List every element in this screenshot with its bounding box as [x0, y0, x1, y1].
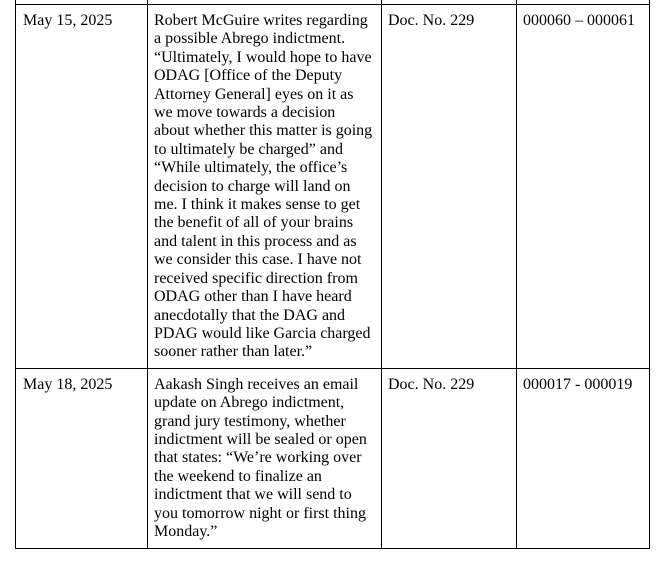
description-line: we move towards a decision — [154, 104, 336, 122]
description-line: “While ultimately, the office’s — [154, 159, 348, 177]
document-table-wrapper — [15, 0, 649, 549]
description-line: PDAG would like Garcia charged — [154, 324, 371, 342]
description-line: ODAG [Office of the Deputy — [154, 67, 343, 85]
description-line: that states: “We’re working over — [154, 449, 362, 467]
description-line: the benefit of all of your brains — [154, 214, 354, 232]
description-line: Attorney General] eyes on it as — [154, 85, 354, 103]
description-line: you tomorrow night or first thing — [154, 504, 366, 522]
description-line: indictment that we will send to — [154, 486, 352, 504]
description-line: me. I think it makes sense to get — [154, 196, 361, 214]
description-line: indictment will be sealed or open — [154, 430, 367, 448]
bates-range-cell: 000060 – 000061 — [517, 5, 650, 369]
description-line: update on Abrego indictment, — [154, 394, 345, 412]
doc-number-cell: Doc. No. 229 — [382, 5, 517, 369]
description-line: ODAG other than I have heard — [154, 288, 352, 306]
bates-range-cell: 000017 - 000019 — [517, 368, 650, 548]
description-line: grand jury testimony, whether — [154, 412, 346, 430]
table-row — [16, 5, 650, 369]
description-line: anecdotally that the DAG and — [154, 306, 346, 324]
description-line: Monday.” — [154, 522, 218, 540]
description-line: about whether this matter is going — [154, 122, 373, 140]
description-line: we consider this case. I have not — [154, 251, 362, 269]
doc-number-cell: Doc. No. 229 — [382, 368, 517, 548]
description-line: Robert McGuire writes regarding — [154, 12, 368, 29]
description-line: sooner rather than later.” — [154, 343, 313, 361]
date-cell: May 15, 2025 — [16, 5, 148, 369]
date-cell: May 18, 2025 — [16, 368, 148, 548]
description-line: received specific direction from — [154, 269, 358, 287]
description-cell — [148, 5, 382, 369]
description-line: a possible Abrego indictment. — [154, 30, 346, 48]
description-line: Aakash Singh receives an email — [154, 375, 359, 393]
description-cell — [148, 368, 382, 548]
exhibit-table — [15, 0, 650, 549]
description-line: “Ultimately, I would hope to have — [154, 48, 372, 66]
description-line: the weekend to finalize an — [154, 467, 322, 485]
description-line: to ultimately be charged” and — [154, 140, 343, 158]
description-line: decision to charge will land on — [154, 177, 351, 195]
table-row — [16, 368, 650, 548]
description-line: and talent in this process and as — [154, 232, 357, 250]
